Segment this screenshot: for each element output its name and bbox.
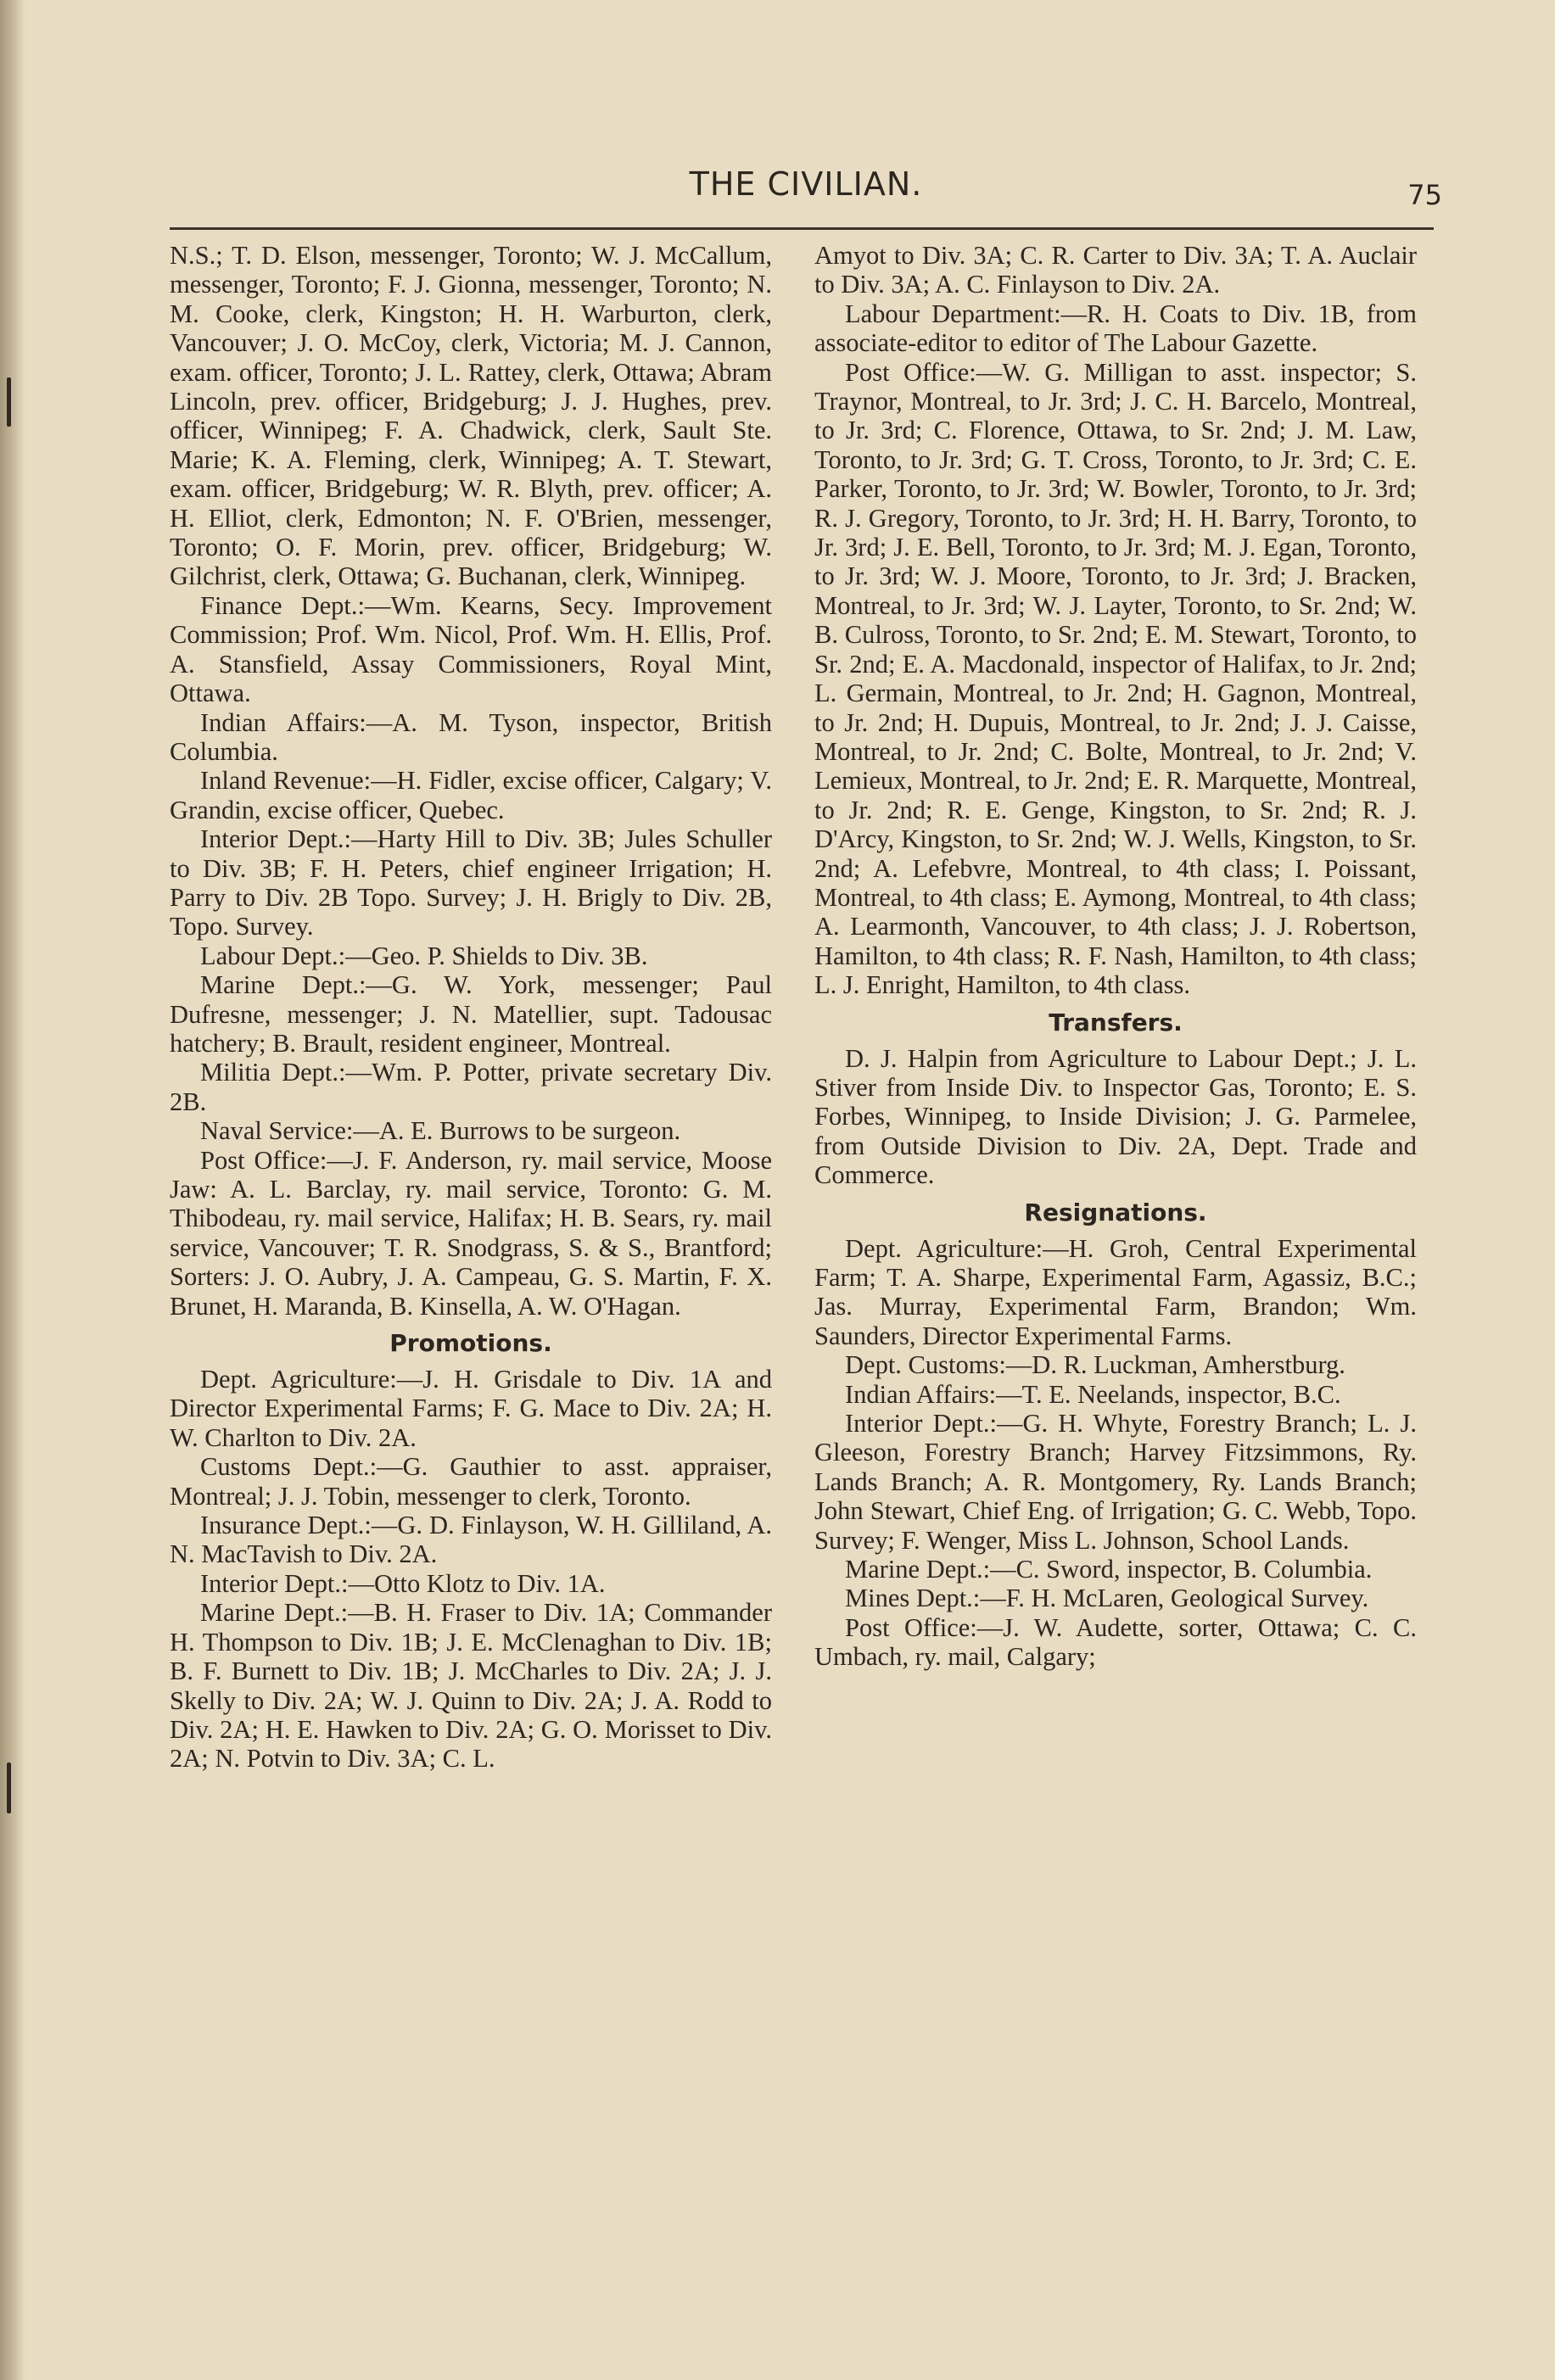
page-number: 75 — [1407, 179, 1442, 211]
paragraph: Mines Dept.:—F. H. McLaren, Geological Survey. — [845, 1584, 1369, 1613]
paragraph: Marine Dept.:—C. Sword, inspector, B. Columbia. — [845, 1555, 1373, 1584]
paragraph: Inland Revenue:—H. Fidler, excise officer, Calgary; V. Grandin, excise officer, Quebec. — [170, 766, 772, 824]
page-spine — [0, 0, 25, 2380]
binding-mark — [7, 1763, 11, 1813]
paragraph: Post Office:—J. F. Anderson, ry. mail service, Moose Jaw: A. L. Barclay, ry. mail service, Toronto: G. M. Thibodeau, ry. mail service, Halifax; H. B. Sears, ry. mail service, Vancouver; T. R. Snodgrass, S. & S., Brantford; Sorters: J. O. Aubry, J. A. Campeau, G. S. Martin, F. X. Brunet, H. Maranda, B. Kinsella, A. W. O'Hagan. — [170, 1145, 772, 1321]
running-title: THE CIVILIAN. — [689, 165, 923, 203]
section-heading-transfers: Transfers. — [1049, 1008, 1183, 1036]
section-heading-resignations: Resignations. — [1024, 1198, 1207, 1226]
paragraph: N.S.; T. D. Elson, messenger, Toronto; W. J. McCallum, messenger, Toronto; F. J. Gionna, messenger, Toronto; N. M. Cooke, clerk, Kingston; H. H. Warburton, clerk, Vancouver; J. O. McCoy, clerk, Victoria; M. J. Cannon, exam. officer, Toronto; J. L. Rattey, clerk, Ottawa; Abram Lincoln, prev. officer, Bridgeburg; J. J. Hughes, prev. officer, Winnipeg; F. A. Chadwick, clerk, Sault Ste. Marie; K. A. Fleming, clerk, Winnipeg; A. T. Stewart, exam. officer, Bridgeburg; W. R. Blyth, prev. officer; A. H. Elliot, clerk, Edmonton; N. F. O'Brien, messenger, Toronto; O. F. Morin, prev. officer, Bridgeburg; W. Gilchrist, clerk, Ottawa; G. Buchanan, clerk, Winnipeg. — [170, 241, 772, 591]
paragraph: Amyot to Div. 3A; C. R. Carter to Div. 3A; T. A. Auclair to Div. 3A; A. C. Finlayson to Div. 2A. — [814, 241, 1417, 299]
paragraph: D. J. Halpin from Agriculture to Labour Dept.; J. L. Stiver from Inside Div. to Inspector Gas, Toronto; E. S. Forbes, Winnipeg, to Inside Division; J. G. Parmelee, from Outside Division to Div. 2A, Dept. Trade and Commerce. — [814, 1043, 1417, 1190]
paragraph: Labour Dept.:—Geo. P. Shields to Div. 3B. — [200, 941, 648, 970]
paragraph: Labour Department:—R. H. Coats to Div. 1B, from associate-editor to editor of The Labour Gazette. — [814, 299, 1417, 358]
paragraph: Post Office:—J. W. Audette, sorter, Ottawa; C. C. Umbach, ry. mail, Calgary; — [814, 1612, 1417, 1672]
paragraph: Dept. Agriculture:—J. H. Grisdale to Div. 1A and Director Experimental Farms; F. G. Mace to Div. 2A; H. W. Charlton to Div. 2A. — [170, 1365, 772, 1452]
header-rule — [170, 227, 1434, 230]
paragraph: Dept. Agriculture:—H. Groh, Central Experimental Farm; T. A. Sharpe, Experimental Farm, Agassiz, B.C.; Jas. Murray, Experimental Farm, Brandon; Wm. Saunders, Director Experimental Farms. — [814, 1233, 1417, 1350]
paragraph: Customs Dept.:—G. Gauthier to asst. appraiser, Montreal; J. J. Tobin, messenger to clerk, Toronto. — [170, 1452, 772, 1511]
paragraph: Interior Dept.:—Otto Klotz to Div. 1A. — [200, 1568, 606, 1598]
paragraph: Marine Dept.:—G. W. York, messenger; Paul Dufresne, messenger; J. N. Matellier, supt. Tadousac hatchery; B. Brault, resident engineer, Montreal. — [170, 970, 772, 1058]
section-heading-promotions: Promotions. — [389, 1329, 552, 1358]
paragraph: Insurance Dept.:—G. D. Finlayson, W. H. Gilliland, A. N. MacTavish to Div. 2A. — [170, 1511, 772, 1569]
paragraph: Militia Dept.:—Wm. P. Potter, private secretary Div. 2B. — [170, 1058, 772, 1116]
paragraph: Dept. Customs:—D. R. Luckman, Amherstburg. — [845, 1350, 1345, 1380]
left-column — [170, 241, 772, 2361]
binding-mark — [7, 377, 11, 427]
right-column — [814, 241, 1417, 2361]
paragraph: Indian Affairs:—A. M. Tyson, inspector, British Columbia. — [170, 707, 772, 766]
paragraph: Interior Dept.:—Harty Hill to Div. 3B; Jules Schuller to Div. 3B; F. H. Peters, chief engineer Irrigation; H. Parry to Div. 2B Topo. Survey; J. H. Brigly to Div. 2B, Topo. Survey. — [170, 824, 772, 941]
paragraph: Marine Dept.:—B. H. Fraser to Div. 1A; Commander H. Thompson to Div. 1B; J. E. McClenaghan to Div. 1B; B. F. Burnett to Div. 1B; J. McCharles to Div. 2A; J. J. Skelly to Div. 2A; W. J. Quinn to Div. 2A; J. A. Rodd to Div. 2A; H. E. Hawken to Div. 2A; G. O. Morisset to Div. 2A; N. Potvin to Div. 3A; C. L. — [170, 1598, 772, 1774]
page-header — [170, 165, 1442, 216]
paragraph: Post Office:—W. G. Milligan to asst. inspector; S. Traynor, Montreal, to Jr. 3rd; J. C. H. Barcelo, Montreal, to Jr. 3rd; C. Florence, Ottawa, to Sr. 2nd; J. M. Law, Toronto, to Jr. 3rd; G. T. Cross, Toronto, to Jr. 3rd; C. E. Parker, Toronto, to Jr. 3rd; W. Bowler, Toronto, to Jr. 3rd; R. J. Gregory, Toronto, to Jr. 3rd; H. H. Barry, Toronto, to Jr. 3rd; J. E. Bell, Toronto, to Jr. 3rd; M. J. Egan, Toronto, to Jr. 3rd; W. J. Moore, Toronto, to Jr. 3rd; J. Bracken, Montreal, to Jr. 3rd; W. J. Layter, Toronto, to Sr. 2nd; W. B. Culross, Toronto, to Sr. 2nd; E. M. Stewart, Toronto, to Sr. 2nd; E. A. Macdonald, inspector of Halifax, to Jr. 2nd; L. Germain, Montreal, to Jr. 2nd; H. Gagnon, Montreal, to Jr. 2nd; H. Dupuis, Montreal, to Jr. 2nd; J. J. Caisse, Montreal, to Jr. 2nd; C. Bolte, Montreal, to Jr. 2nd; V. Lemieux, Montreal, to Jr. 2nd; E. R. Marquette, Montreal, to Jr. 2nd; R. E. Genge, Kingston, to Sr. 2nd; R. J. D'Arcy, Kingston, to Sr. 2nd; W. J. Wells, Kingston, to Sr. 2nd; A. Lefebvre, Montreal, to 4th class; I. Poissant, Montreal, to 4th class; E. Aymong, Montreal, to 4th class; A. Learmonth, Vancouver, to 4th class; J. J. Robertson, Hamilton, to 4th class; R. F. Nash, Hamilton, to 4th class; L. J. Enright, Hamilton, to 4th class. — [814, 357, 1417, 1000]
paragraph: Indian Affairs:—T. E. Neelands, inspector, B.C. — [845, 1379, 1341, 1409]
paragraph: Finance Dept.:—Wm. Kearns, Secy. Improvement Commission; Prof. Wm. Nicol, Prof. Wm. H. Ellis, Prof. A. Stansfield, Assay Commissioners, Royal Mint, Ottawa. — [170, 590, 772, 708]
paragraph: Naval Service:—A. E. Burrows to be surgeon. — [200, 1116, 681, 1146]
paragraph: Interior Dept.:—G. H. Whyte, Forestry Branch; L. J. Gleeson, Forestry Branch; Harvey Fitzsimmons, Ry. Lands Branch; A. R. Montgomery, Ry. Lands Branch; John Stewart, Chief Eng. of Irrigation; G. C. Webb, Topo. Survey; F. Wenger, Miss L. Johnson, School Lands. — [814, 1409, 1417, 1555]
